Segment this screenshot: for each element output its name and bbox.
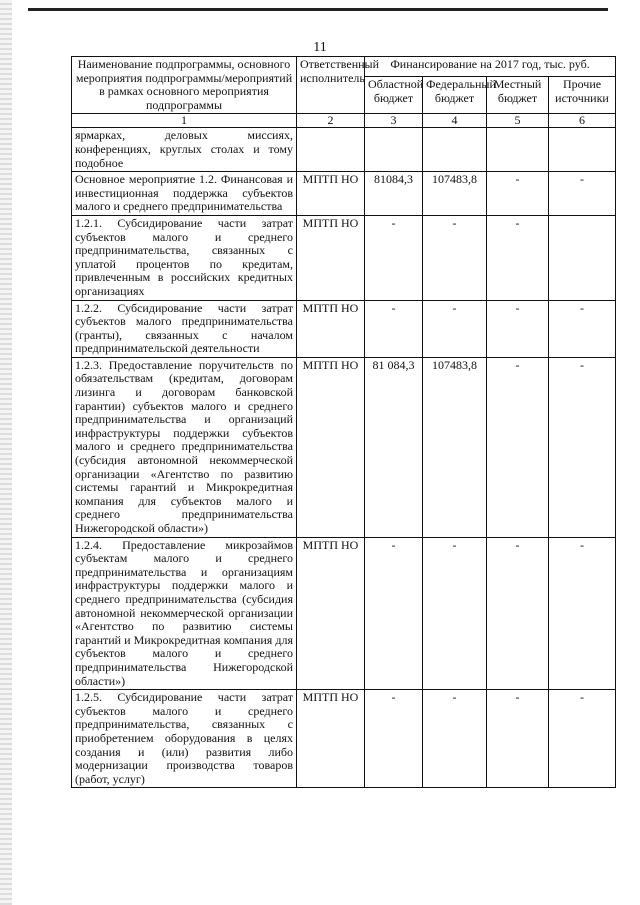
- row-other: -: [549, 537, 616, 690]
- financing-table: [71, 56, 616, 788]
- row-federal: -: [423, 300, 487, 357]
- row-responsible: МПТП НО: [297, 690, 365, 788]
- row-name: 1.2.2. Субсидирование части затрат субъектов малого предпринимательства (гранты), связанных с началом предпринимательской деятельности: [72, 300, 297, 357]
- header-local: Местный бюджет: [487, 77, 549, 114]
- column-number: 1: [72, 114, 297, 128]
- row-other: -: [549, 300, 616, 357]
- row-responsible: МПТП НО: [297, 300, 365, 357]
- row-other: [549, 128, 616, 172]
- row-federal: -: [423, 537, 487, 690]
- column-numbers-row: [72, 114, 616, 128]
- row-regional: -: [365, 537, 423, 690]
- page-number: 11: [313, 40, 327, 55]
- column-number: 3: [365, 114, 423, 128]
- top-rule: [28, 8, 608, 11]
- row-federal: -: [423, 690, 487, 788]
- row-other: -: [549, 690, 616, 788]
- row-responsible: МПТП НО: [297, 215, 365, 300]
- header-regional: Областной бюджет: [365, 77, 423, 114]
- row-other: -: [549, 172, 616, 216]
- row-name: 1.2.5. Субсидирование части затрат субъектов малого и среднего предпринимательства, связанных с приобретением оборудования в целях создания и (или) развития либо модернизации производства товаров (работ, услуг): [72, 690, 297, 788]
- row-local: -: [487, 357, 549, 537]
- scan-left-edge: [0, 0, 12, 905]
- column-number: 5: [487, 114, 549, 128]
- row-regional: -: [365, 300, 423, 357]
- table-row: [72, 128, 616, 172]
- table-row: [72, 537, 616, 690]
- row-local: -: [487, 172, 549, 216]
- row-local: -: [487, 537, 549, 690]
- row-name: 1.2.1. Субсидирование части затрат субъектов малого и среднего предпринимательства, связанных с уплатой процентов по кредитам, привлеченным в российских кредитных организациях: [72, 215, 297, 300]
- table-row: [72, 300, 616, 357]
- row-federal: 107483,8: [423, 172, 487, 216]
- column-number: 6: [549, 114, 616, 128]
- row-name: ярмарках, деловых миссиях, конференциях, круглых столах и тому подобное: [72, 128, 297, 172]
- row-federal: -: [423, 215, 487, 300]
- header-responsible: Ответственный исполнитель: [297, 57, 365, 114]
- row-local: -: [487, 690, 549, 788]
- row-federal: [423, 128, 487, 172]
- row-local: -: [487, 215, 549, 300]
- row-responsible: МПТП НО: [297, 172, 365, 216]
- header-financing: Финансирование на 2017 год, тыс. руб.: [365, 57, 616, 77]
- row-local: [487, 128, 549, 172]
- header-federal: Федеральный бюджет: [423, 77, 487, 114]
- row-name: Основное мероприятие 1.2. Финансовая и инвестиционная поддержка субъектов малого и среднего предпринимательства: [72, 172, 297, 216]
- table-row: [72, 357, 616, 537]
- row-responsible: [297, 128, 365, 172]
- row-regional: -: [365, 690, 423, 788]
- row-regional: 81084,3: [365, 172, 423, 216]
- row-regional: [365, 128, 423, 172]
- row-name: 1.2.3. Предоставление поручительств по обязательствам (кредитам, договорам лизинга и договорам банковской гарантии) субъектов малого и среднего предпринимательства и организаций инфраструктуры поддержки субъектов малого и среднего предпринимательства (субсидия автономной некоммерческой организации «Агентство по развитию системы гарантий и Микрокредитная компания для субъектов малого и среднего предпринимательства Нижегородской области»): [72, 357, 297, 537]
- row-other: [549, 215, 616, 300]
- row-regional: -: [365, 215, 423, 300]
- table-row: [72, 172, 616, 216]
- row-responsible: МПТП НО: [297, 357, 365, 537]
- column-number: 2: [297, 114, 365, 128]
- column-number: 4: [423, 114, 487, 128]
- row-regional: 81 084,3: [365, 357, 423, 537]
- row-name: 1.2.4. Предоставление микрозаймов субъектам малого и среднего предпринимательства и организациям инфраструктуры поддержки малого и среднего предпринимательства (субсидия автономной некоммерческой организации «Агентство по развитию системы гарантий и Микрокредитная компания для субъектов малого и среднего предпринимательства Нижегородской области»): [72, 537, 297, 690]
- table-row: [72, 690, 616, 788]
- row-federal: 107483,8: [423, 357, 487, 537]
- row-local: -: [487, 300, 549, 357]
- header-name: Наименование подпрограммы, основного мероприятия подпрограммы/мероприятий в рамках основного мероприятия подпрограммы: [72, 57, 297, 114]
- table-row: [72, 215, 616, 300]
- row-other: -: [549, 357, 616, 537]
- header-other: Прочие источники: [549, 77, 616, 114]
- row-responsible: МПТП НО: [297, 537, 365, 690]
